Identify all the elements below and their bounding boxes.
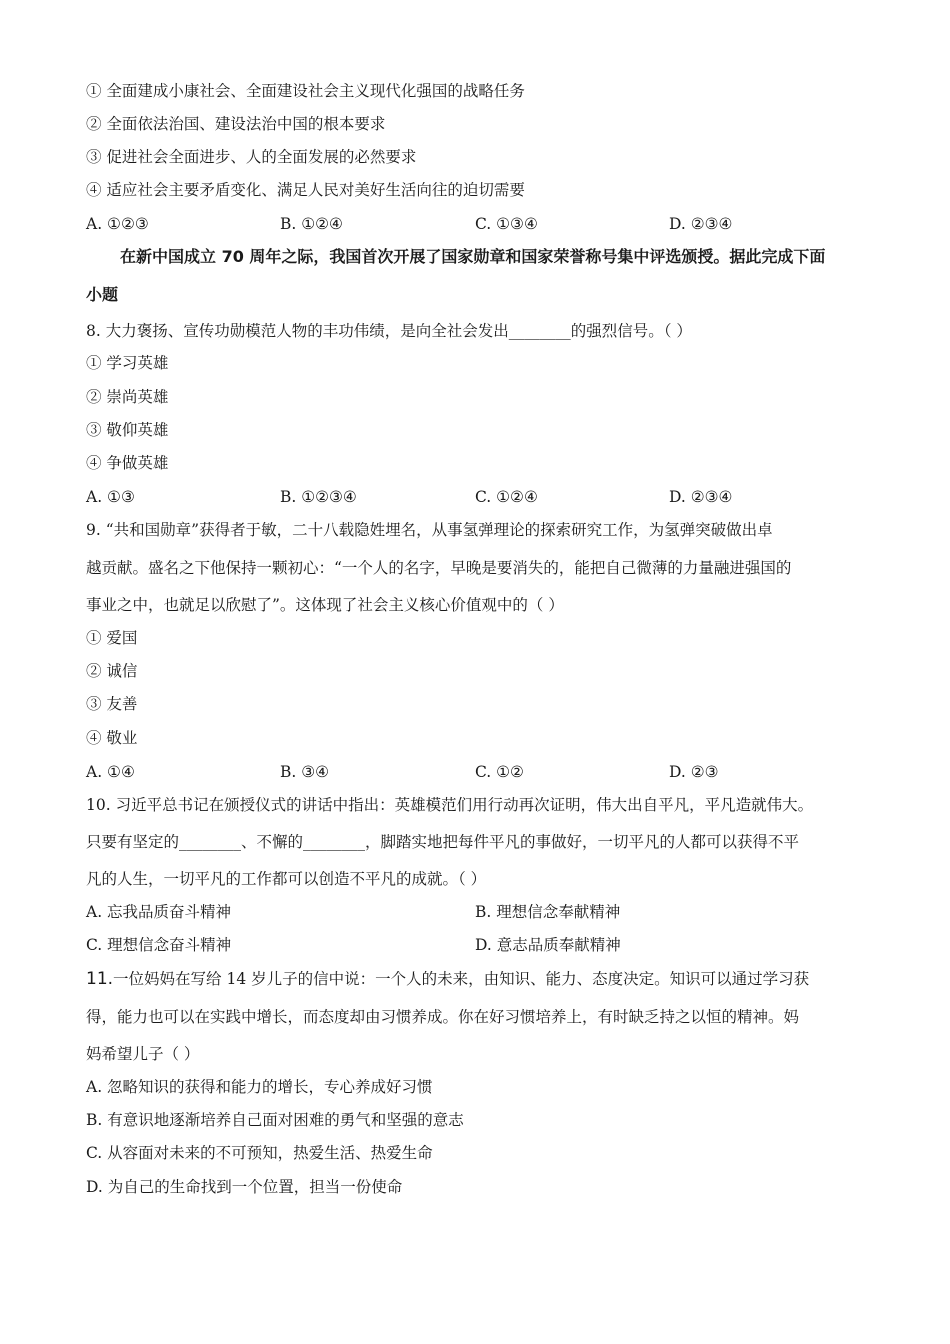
q9-item-3: ③ 友善 [86, 695, 138, 713]
q8-item-3: ③ 敬仰英雄 [86, 421, 169, 439]
q8-item-2: ② 崇尚英雄 [86, 388, 169, 406]
intro-line-1: 在新中国成立 70 周年之际，我国首次开展了国家勋章和国家荣誉称号集中评选颁授。据此完成下面 [120, 247, 826, 266]
q11-stem-first: 一位妈妈在写给 14 岁儿子的信中说：一个人的未来，由知识、能力、态度决定。知识可以通过学习获 [113, 970, 810, 988]
q7-item-1: ① 全面建成小康社会、全面建设社会主义现代化强国的战略任务 [86, 82, 525, 100]
q10-option-d: D. 意志品质奉献精神 [475, 936, 621, 954]
q10-stem-line-2: 只要有坚定的________、不懈的________，脚踏实地把每件平凡的事做好，一切平凡的人都可以获得不平 [86, 833, 800, 851]
q7-item-2: ② 全面依法治国、建设法治中国的根本要求 [86, 115, 386, 133]
q11-stem-line-2: 得，能力也可以在实践中增长，而态度却由习惯养成。你在好习惯培养上，有时缺乏持之以恒的精神。妈 [86, 1008, 800, 1026]
q7-option-c: C. ①③④ [475, 215, 538, 233]
q9-option-c: C. ①② [475, 763, 524, 781]
q8-item-4: ④ 争做英雄 [86, 454, 169, 472]
q9-item-1: ① 爱国 [86, 629, 138, 647]
q8-option-a: A. ①③ [86, 488, 135, 506]
q10-stem-line-1: 10. 习近平总书记在颁授仪式的讲话中指出：英雄模范们用行动再次证明，伟大出自平凡，平凡造就伟大。 [86, 796, 814, 814]
q7-option-a: A. ①②③ [86, 215, 149, 233]
q11-stem-line-3: 妈希望儿子（ ） [86, 1045, 200, 1063]
q11-option-c: C. 从容面对未来的不可预知，热爱生活、热爱生命 [86, 1144, 433, 1162]
intro-line-2: 小题 [86, 285, 119, 304]
q7-item-4: ④ 适应社会主要矛盾变化、满足人民对美好生活向往的迫切需要 [86, 181, 525, 199]
q7-option-b: B. ①②④ [280, 215, 343, 233]
q8-stem: 8. 大力褒扬、宣传功勋模范人物的丰功伟绩，是向全社会发出________的强烈信号。（ ） [86, 322, 692, 340]
q9-stem-line-3: 事业之中，也就足以欣慰了”。这体现了社会主义核心价值观中的（ ） [86, 596, 564, 614]
q7-option-d: D. ②③④ [669, 215, 733, 233]
q9-item-2: ② 诚信 [86, 662, 138, 680]
q8-option-c: C. ①②④ [475, 488, 538, 506]
q11-option-b: B. 有意识地逐渐培养自己面对困难的勇气和坚强的意志 [86, 1111, 464, 1129]
q8-item-1: ① 学习英雄 [86, 354, 169, 372]
q10-option-b: B. 理想信念奉献精神 [475, 903, 621, 921]
q11-option-a: A. 忽略知识的获得和能力的增长，专心养成好习惯 [86, 1078, 433, 1096]
q8-option-d: D. ②③④ [669, 488, 733, 506]
q9-option-a: A. ①④ [86, 763, 135, 781]
q10-stem-line-3: 凡的人生，一切平凡的工作都可以创造不平凡的成就。（ ） [86, 870, 487, 888]
q11-number: 11. [86, 969, 114, 989]
q9-item-4: ④ 敬业 [86, 729, 138, 747]
q8-option-b: B. ①②③④ [280, 488, 357, 506]
q9-option-b: B. ③④ [280, 763, 330, 781]
q10-option-a: A. 忘我品质奋斗精神 [86, 903, 232, 921]
q7-item-3: ③ 促进社会全面进步、人的全面发展的必然要求 [86, 148, 417, 166]
q11-stem-line-1 [86, 969, 809, 989]
q10-option-c: C. 理想信念奋斗精神 [86, 936, 232, 954]
q11-option-d: D. 为自己的生命找到一个位置，担当一份使命 [86, 1178, 403, 1196]
q9-option-d: D. ②③ [669, 763, 719, 781]
q9-stem-line-1: 9. “共和国勋章”获得者于敏，二十八载隐姓埋名，从事氢弹理论的探索研究工作，为氢弹突破做出卓 [86, 521, 773, 539]
q9-stem-line-2: 越贡献。盛名之下他保持一颗初心：“一个人的名字，早晚是要消失的，能把自己微薄的力量融进强国的 [86, 559, 792, 577]
